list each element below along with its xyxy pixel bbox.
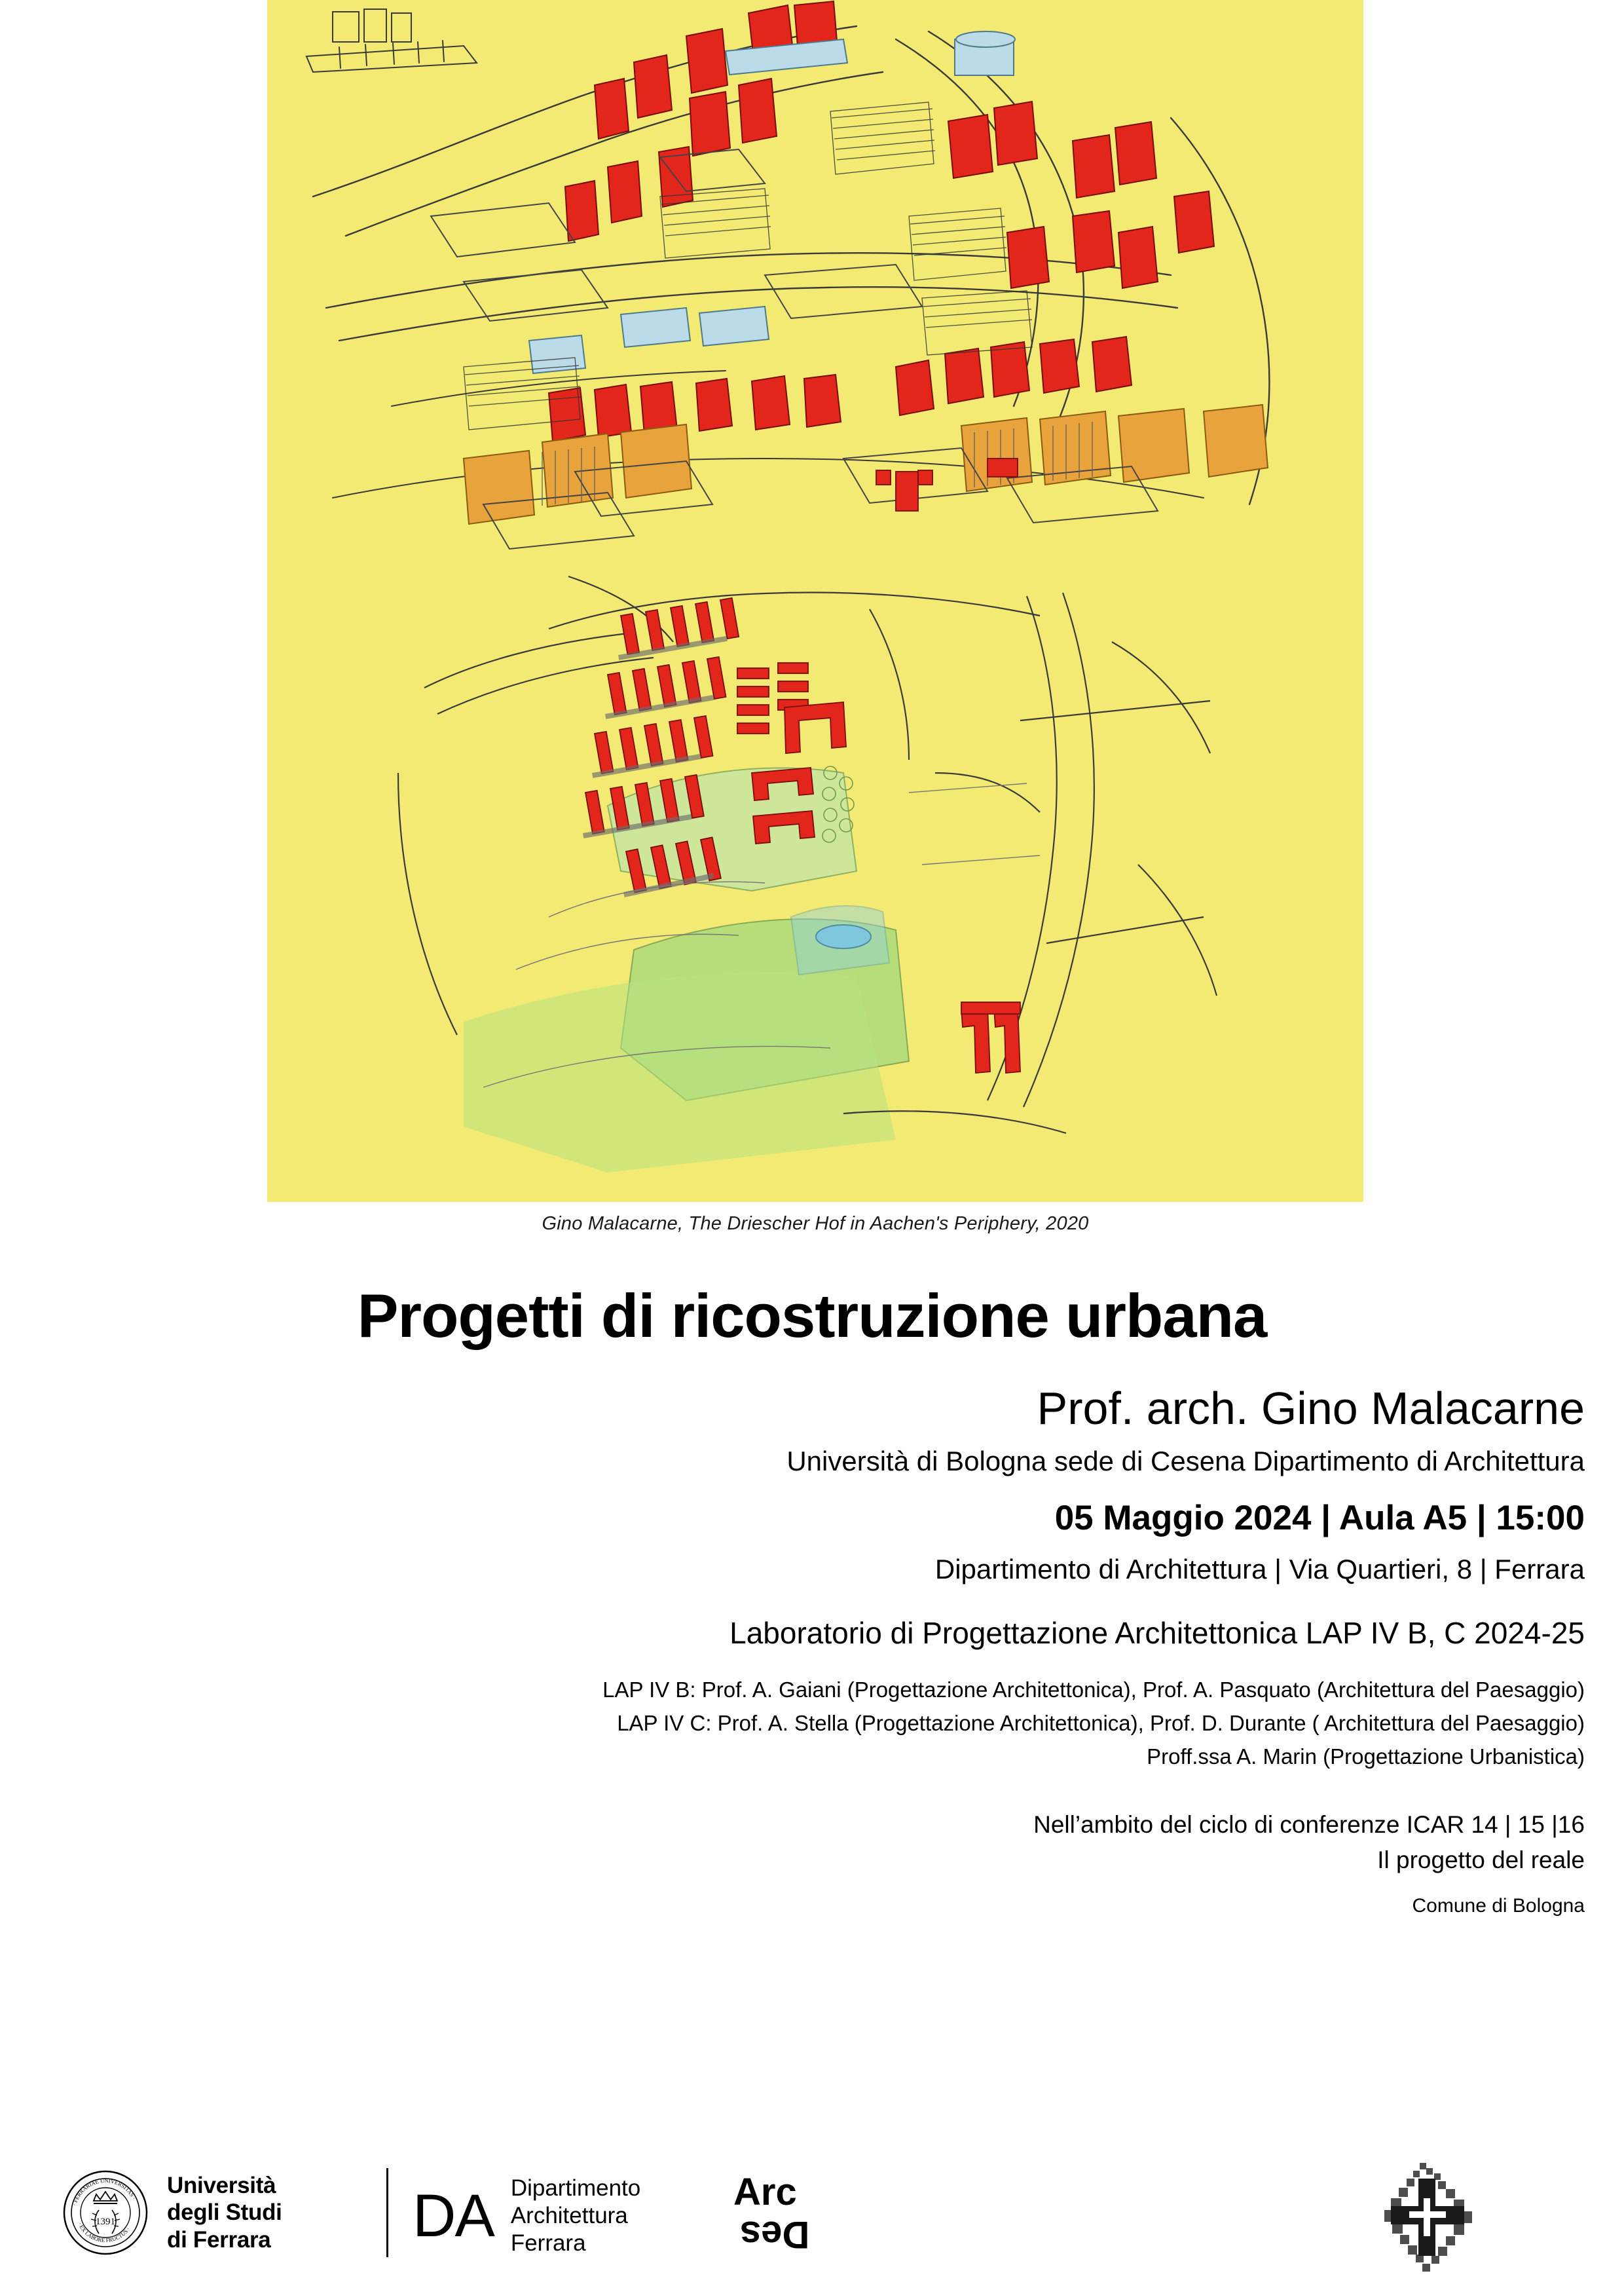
da-line-2: Architettura	[510, 2203, 628, 2228]
event-location: Dipartimento di Architettura | Via Quartieri, 8 | Ferrara	[934, 1554, 1585, 1584]
unife-logo-text	[167, 2172, 282, 2253]
lab-course: Laboratorio di Progettazione Architettonica LAP IV B, C 2024-25	[729, 1616, 1585, 1650]
da-monogram: DA	[413, 2183, 494, 2249]
speaker-name: Prof. arch. Gino Malacarne	[1037, 1383, 1585, 1434]
dipartimento-architettura-logo	[413, 2175, 640, 2257]
svg-text:· EX LABORE FRUCTUS ·: · EX LABORE FRUCTUS ·	[77, 2221, 132, 2244]
conference-cycle	[144, 1807, 1585, 1877]
logo-divider	[386, 2168, 388, 2257]
unife-seal-icon	[62, 2169, 149, 2256]
teachers-list	[144, 1673, 1585, 1773]
speaker-affiliation: Università di Bologna sede di Cesena Dipartimento di Architettura	[786, 1445, 1585, 1476]
arcdes-bottom-text: Des	[740, 2213, 810, 2256]
teacher-line: LAP IV B: Prof. A. Gaiani (Progettazione Architettonica), Prof. A. Pasquato (Architettura del Paesaggio)	[602, 1677, 1585, 1702]
architectural-sketch-image	[267, 0, 1363, 1202]
hero-image-block	[267, 0, 1363, 1234]
da-logo-text	[511, 2175, 640, 2257]
unife-line-2: degli Studi	[167, 2200, 282, 2226]
svg-text:1391: 1391	[96, 2217, 115, 2227]
svg-text:· FERRARIAE UNIVERSITAS ·: · FERRARIAE UNIVERSITAS ·	[71, 2177, 138, 2207]
arcdes-logo	[733, 2167, 832, 2265]
cycle-line-1: Nell’ambito del ciclo di conferenze ICAR 14 | 15 |16	[1033, 1811, 1585, 1839]
details-column	[144, 1382, 1585, 1917]
unife-line-1: Università	[167, 2173, 276, 2199]
event-datetime: 05 Maggio 2024 | Aula A5 | 15:00	[1054, 1499, 1585, 1537]
da-line-3: Ferrara	[510, 2230, 586, 2256]
cycle-line-2: Il progetto del reale	[1377, 1846, 1585, 1874]
da-line-1: Dipartimento	[510, 2175, 641, 2201]
footer-logos	[0, 2155, 1624, 2286]
unife-line-3: di Ferrara	[167, 2226, 271, 2253]
teacher-line: LAP IV C: Prof. A. Stella (Progettazione Architettonica), Prof. D. Durante ( Architettura del Paesaggio)	[617, 1711, 1585, 1736]
page-title: Progetti di ricostruzione urbana	[357, 1281, 1267, 1350]
arcdes-top-text: Arc	[733, 2171, 797, 2213]
teacher-line: Proff.ssa A. Marin (Progettazione Urbanistica)	[1147, 1744, 1585, 1769]
image-caption: Gino Malacarne, The Driescher Hof in Aachen's Periphery, 2020	[542, 1213, 1089, 1234]
comune-label: Comune di Bologna	[1412, 1894, 1585, 1917]
comune-di-bologna-logo	[1362, 2159, 1493, 2277]
unife-logo	[62, 2169, 282, 2256]
